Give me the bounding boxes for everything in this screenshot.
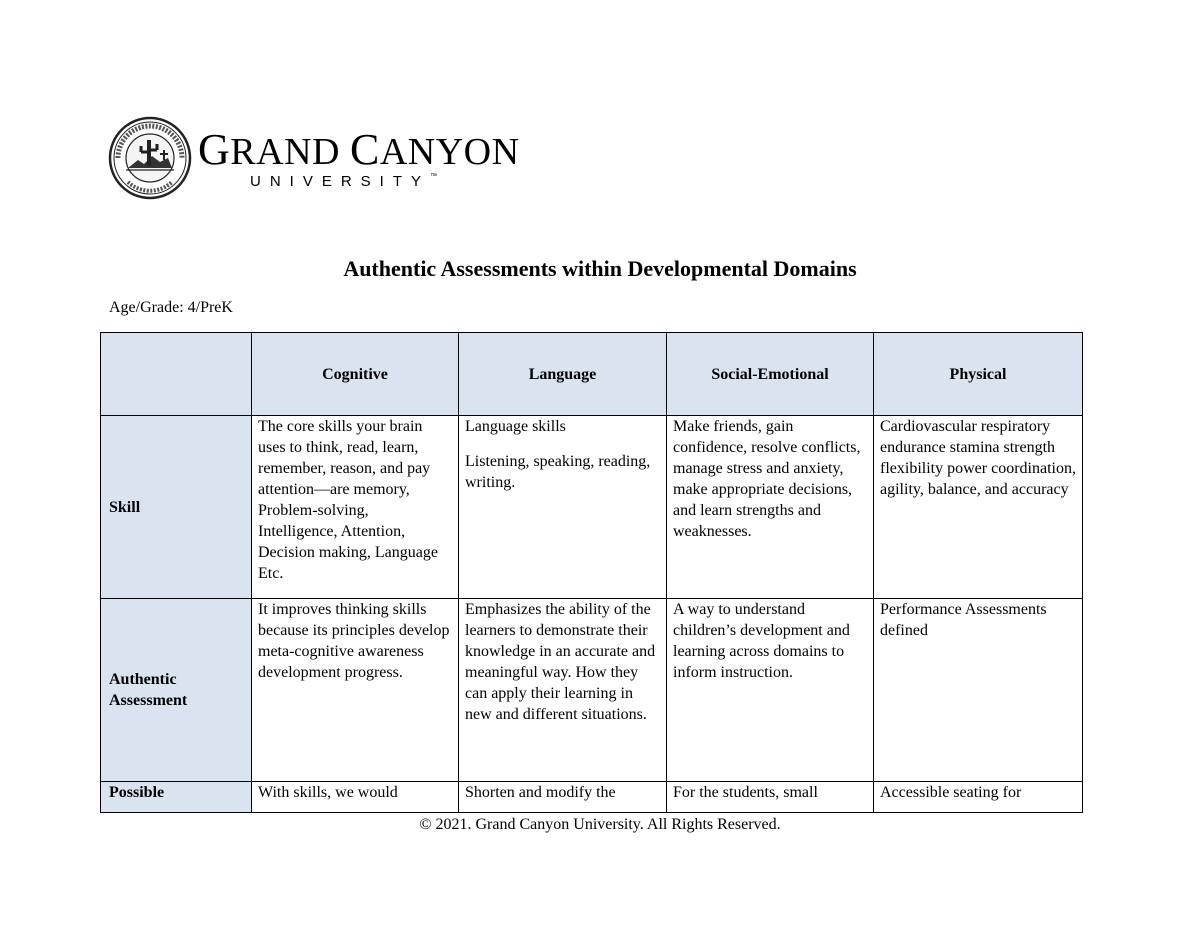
row-label-possible: Possible <box>101 782 252 813</box>
logo-name <box>198 124 520 174</box>
cell-skill-physical <box>874 416 1083 599</box>
header-language: Language <box>459 333 667 416</box>
age-grade: Age/Grade: 4/PreK <box>109 299 233 316</box>
cell-text: Make friends, gain confidence, resolve conflicts, manage stress and anxiety, make appropriate decisions, and learn strengths and weaknesses. <box>673 418 861 540</box>
cell-auth-social-emotional <box>667 599 874 782</box>
cell-text: Shorten and modify the <box>465 784 616 801</box>
header-blank <box>101 333 252 416</box>
cell-text: Accessible seating for <box>880 784 1022 801</box>
cell-possible-language <box>459 782 667 813</box>
cell-possible-cognitive <box>252 782 459 813</box>
cell-auth-language <box>459 599 667 782</box>
cell-auth-cognitive <box>252 599 459 782</box>
assessment-table <box>100 332 1083 813</box>
cell-text: A way to understand children’s development and learning across domains to inform instruction. <box>673 601 850 681</box>
header-cognitive: Cognitive <box>252 333 459 416</box>
logo-word-rand: RAND <box>230 130 350 173</box>
gcu-logo <box>108 116 520 200</box>
table-header-row <box>101 333 1083 416</box>
header-social-emotional: Social-Emotional <box>667 333 874 416</box>
logo-letter-c: C <box>349 124 380 174</box>
university-seal-icon <box>108 116 192 200</box>
document-title: Authentic Assessments within Developmental Domains <box>343 256 857 281</box>
cell-text: The core skills your brain uses to think, read, learn, remember, reason, and pay attention—are memory, Problem-solving, Intelligence, Attention, Decision making, Language Etc. <box>258 418 438 582</box>
trademark-symbol: ™ <box>430 172 438 180</box>
row-label-skill: Skill <box>101 416 252 599</box>
cell-text: It improves thinking skills because its principles develop meta-cognitive awareness development progress. <box>258 601 450 681</box>
logo-sub-text: UNIVERSITY <box>250 172 431 190</box>
cell-text: Performance Assessments defined <box>880 601 1047 639</box>
logo-letter-g: G <box>198 124 231 174</box>
logo-wordmark <box>198 124 520 190</box>
copyright-footer: © 2021. Grand Canyon University. All Rights Reserved. <box>419 816 781 833</box>
cell-text: Listening, speaking, reading, writing. <box>465 453 651 491</box>
cell-text: Emphasizes the ability of the learners to demonstrate their knowledge in an accurate and meaningful way. How they can apply their learning in new and different situations. <box>465 601 656 723</box>
table-row-possible <box>101 782 1083 813</box>
cell-text: Cardiovascular respiratory endurance stamina strength flexibility power coordination, agility, balance, and accuracy <box>880 418 1076 498</box>
cell-auth-physical <box>874 599 1083 782</box>
cell-skill-social-emotional <box>667 416 874 599</box>
cell-skill-cognitive <box>252 416 459 599</box>
cell-skill-language <box>459 416 667 599</box>
cell-text: Language skills <box>465 418 566 435</box>
cell-text: For the students, small <box>673 784 818 801</box>
cell-text: With skills, we would <box>258 784 398 801</box>
header-physical: Physical <box>874 333 1083 416</box>
cell-possible-physical <box>874 782 1083 813</box>
logo-word-anyon: ANYON <box>379 130 520 173</box>
table-row-skill <box>101 416 1083 599</box>
cell-possible-social-emotional <box>667 782 874 813</box>
logo-university <box>250 173 520 190</box>
table-row-authentic-assessment <box>101 599 1083 782</box>
row-label-authentic-assessment: Authentic Assessment <box>101 599 252 782</box>
